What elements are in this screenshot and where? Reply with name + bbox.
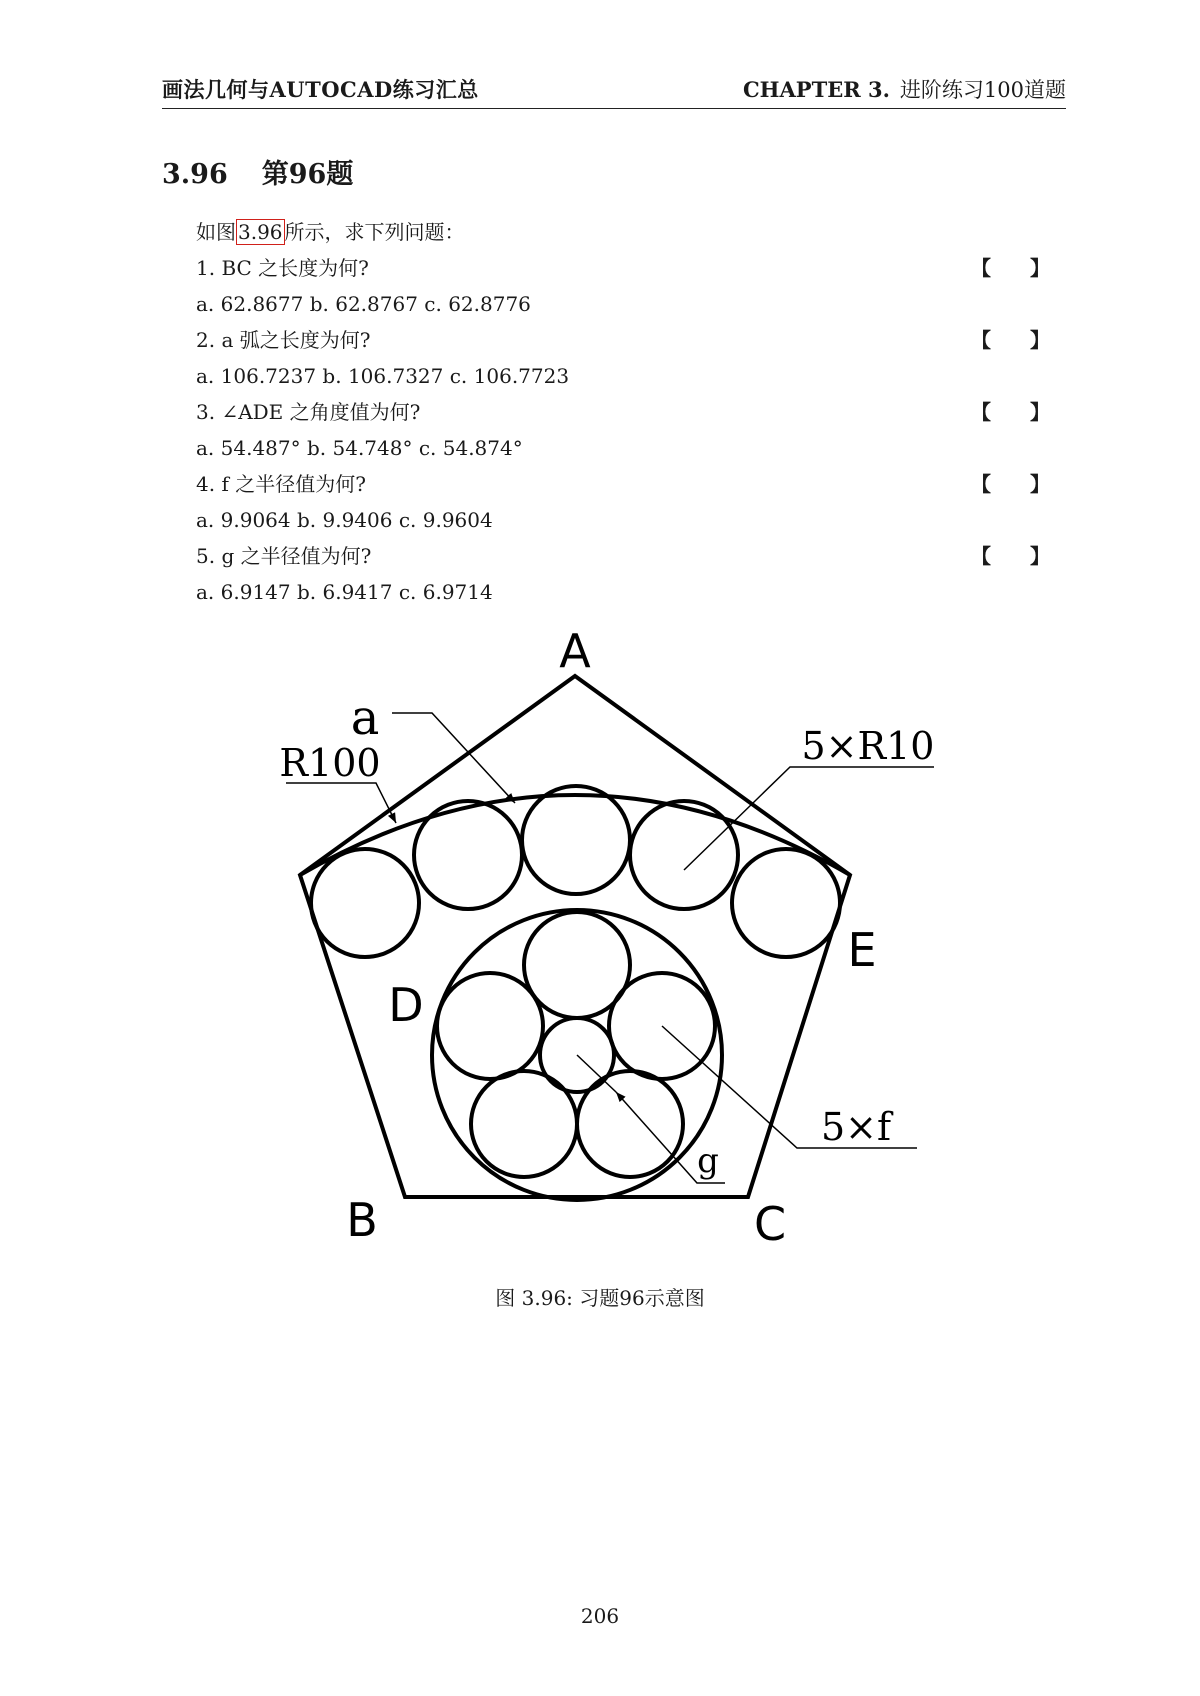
top-circle bbox=[630, 801, 738, 909]
running-header bbox=[162, 74, 1066, 109]
section-name: 第96题 bbox=[261, 159, 354, 190]
top-circle bbox=[311, 849, 419, 957]
question-text: 1. BC 之长度为何? bbox=[196, 256, 369, 280]
chapter-number: CHAPTER 3. bbox=[742, 77, 890, 102]
answer-bracket: 【 】 bbox=[971, 400, 1066, 424]
label-5xf: 5×f bbox=[820, 1105, 892, 1149]
intro-line bbox=[196, 214, 1066, 250]
question-text: 5. g 之半径值为何? bbox=[196, 544, 372, 568]
answer-bracket: 【 】 bbox=[971, 328, 1066, 352]
label-r100: R100 bbox=[279, 741, 381, 785]
question-3 bbox=[196, 394, 1066, 430]
chapter-title: 进阶练习100道题 bbox=[899, 78, 1066, 102]
question-4-options: a. 9.9064 b. 9.9406 c. 9.9604 bbox=[196, 508, 493, 532]
leader-a bbox=[392, 713, 515, 803]
vertex-label-c: C bbox=[753, 1197, 787, 1251]
inner-circle-f bbox=[437, 973, 543, 1079]
question-5 bbox=[196, 538, 1066, 574]
figure-caption: 图 3.96: 习题96示意图 bbox=[495, 1286, 705, 1310]
top-circle bbox=[414, 801, 522, 909]
arc-a bbox=[300, 795, 850, 875]
answer-bracket: 【 】 bbox=[971, 544, 1066, 568]
question-text: 2. a 弧之长度为何? bbox=[196, 328, 371, 352]
question-2-options: a. 106.7237 b. 106.7327 c. 106.7723 bbox=[196, 364, 570, 388]
label-5xr10: 5×R10 bbox=[801, 724, 935, 768]
question-5-options: a. 6.9147 b. 6.9417 c. 6.9714 bbox=[196, 580, 493, 604]
vertex-label-e: E bbox=[847, 923, 877, 977]
question-1-options: a. 62.8677 b. 62.8767 c. 62.8776 bbox=[196, 292, 531, 316]
inner-circles-5xf bbox=[437, 912, 715, 1177]
question-2 bbox=[196, 322, 1066, 358]
section-title bbox=[162, 152, 353, 191]
book-title: 画法几何与AUTOCAD练习汇总 bbox=[162, 77, 479, 102]
vertex-label-d: D bbox=[388, 978, 424, 1032]
vertex-label-a: A bbox=[559, 624, 591, 678]
intro-prefix: 如图 bbox=[196, 220, 236, 244]
question-3-options: a. 54.487° b. 54.748° c. 54.874° bbox=[196, 436, 523, 460]
question-text: 4. f 之半径值为何? bbox=[196, 472, 366, 496]
section-number: 3.96 bbox=[162, 159, 228, 190]
label-g: g bbox=[697, 1141, 719, 1181]
top-circle bbox=[732, 849, 840, 957]
intro-suffix: 所示，求下列问题： bbox=[284, 220, 465, 244]
answer-bracket: 【 】 bbox=[971, 472, 1066, 496]
question-body bbox=[196, 214, 1066, 610]
top-circle bbox=[522, 786, 630, 894]
geometry-figure bbox=[0, 620, 1200, 1280]
question-text: 3. ∠ADE 之角度值为何? bbox=[196, 400, 421, 424]
label-arc-a: a bbox=[350, 690, 380, 746]
chapter-heading bbox=[743, 74, 1066, 104]
question-1 bbox=[196, 250, 1066, 286]
page-number: 206 bbox=[580, 1604, 620, 1628]
vertex-label-b: B bbox=[346, 1193, 378, 1247]
answer-bracket: 【 】 bbox=[971, 256, 1066, 280]
vertex-labels bbox=[346, 624, 876, 1251]
figure-reference-link[interactable]: 3.96 bbox=[238, 220, 283, 244]
question-4 bbox=[196, 466, 1066, 502]
